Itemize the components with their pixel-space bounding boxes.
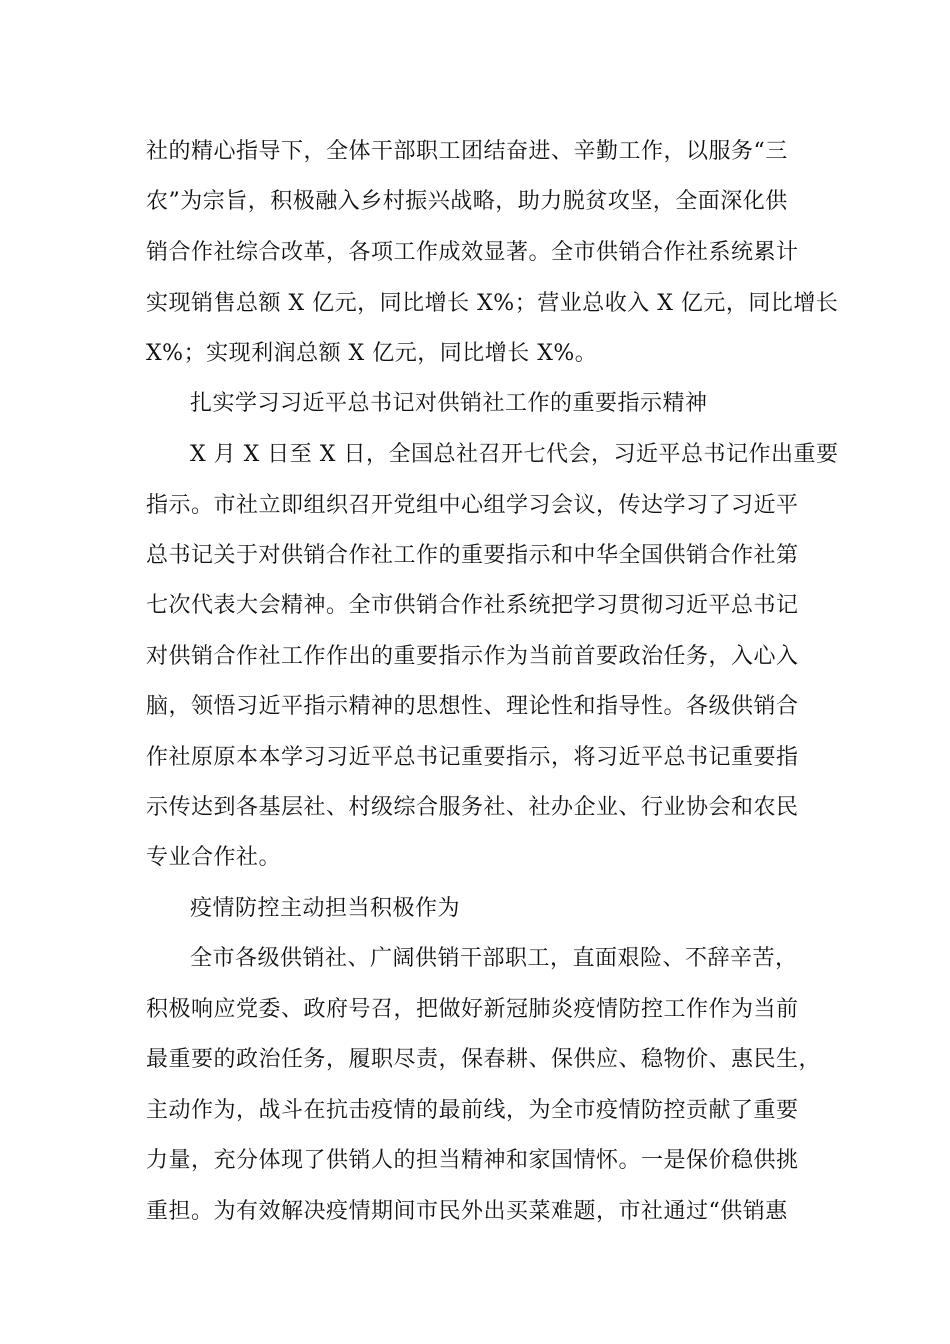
paragraph-line: 最重要的政治任务，履职尽责，保春耕、保供应、稳物价、惠民生， [146, 1047, 822, 1072]
paragraph-line: 积极响应党委、政府号召，把做好新冠肺炎疫情防控工作作为当前 [146, 997, 799, 1022]
section-heading: 扎实学习习近平总书记对供销社工作的重要指示精神 [190, 391, 708, 416]
paragraph-line: X%；实现利润总额 X 亿元，同比增长 X%。 [146, 341, 598, 366]
paragraph-line: 总书记关于对供销合作社工作的重要指示和中华全国供销合作社第 [146, 543, 799, 568]
paragraph-line: 全市各级供销社、广阔供销干部职工，直面艰险、不辞辛苦， [190, 946, 798, 971]
paragraph-line: 力量，充分体现了供销人的担当精神和家国情怀。一是保价稳供挑 [146, 1148, 799, 1173]
paragraph-line: 重担。为有效解决疫情期间市民外出买菜难题，市社通过“供销惠 [146, 1199, 788, 1224]
paragraph-line: 对供销合作社工作作出的重要指示作为当前首要政治任务，入心入 [146, 644, 799, 669]
paragraph-line: X 月 X 日至 X 日，全国总社召开七代会，习近平总书记作出重要 [190, 442, 839, 467]
paragraph-line: 脑，领悟习近平指示精神的思想性、理论性和指导性。各级供销合 [146, 694, 799, 719]
paragraph-line: 七次代表大会精神。全市供销合作社系统把学习贯彻习近平总书记 [146, 593, 799, 618]
paragraph-line: 主动作为，战斗在抗击疫情的最前线，为全市疫情防控贡献了重要 [146, 1098, 799, 1123]
section-heading: 疫情防控主动担当积极作为 [190, 896, 461, 921]
paragraph-line: 专业合作社。 [146, 845, 282, 870]
paragraph-line: 农”为宗旨，积极融入乡村振兴战略，助力脱贫攻坚，全面深化供 [146, 189, 788, 214]
paragraph-line: 社的精心指导下，全体干部职工团结奋进、辛勤工作，以服务“三 [146, 139, 788, 164]
paragraph-line: 示传达到各基层社、村级综合服务社、社办企业、行业协会和农民 [146, 795, 799, 820]
paragraph-line: 作社原原本本学习习近平总书记重要指示，将习近平总书记重要指 [146, 745, 799, 770]
paragraph-line: 销合作社综合改革，各项工作成效显著。全市供销合作社系统累计 [146, 240, 799, 265]
paragraph-line: 实现销售总额 X 亿元，同比增长 X%；营业总收入 X 亿元，同比增长 [146, 291, 839, 316]
paragraph-line: 指示。市社立即组织召开党组中心组学习会议，传达学习了习近平 [146, 493, 799, 518]
